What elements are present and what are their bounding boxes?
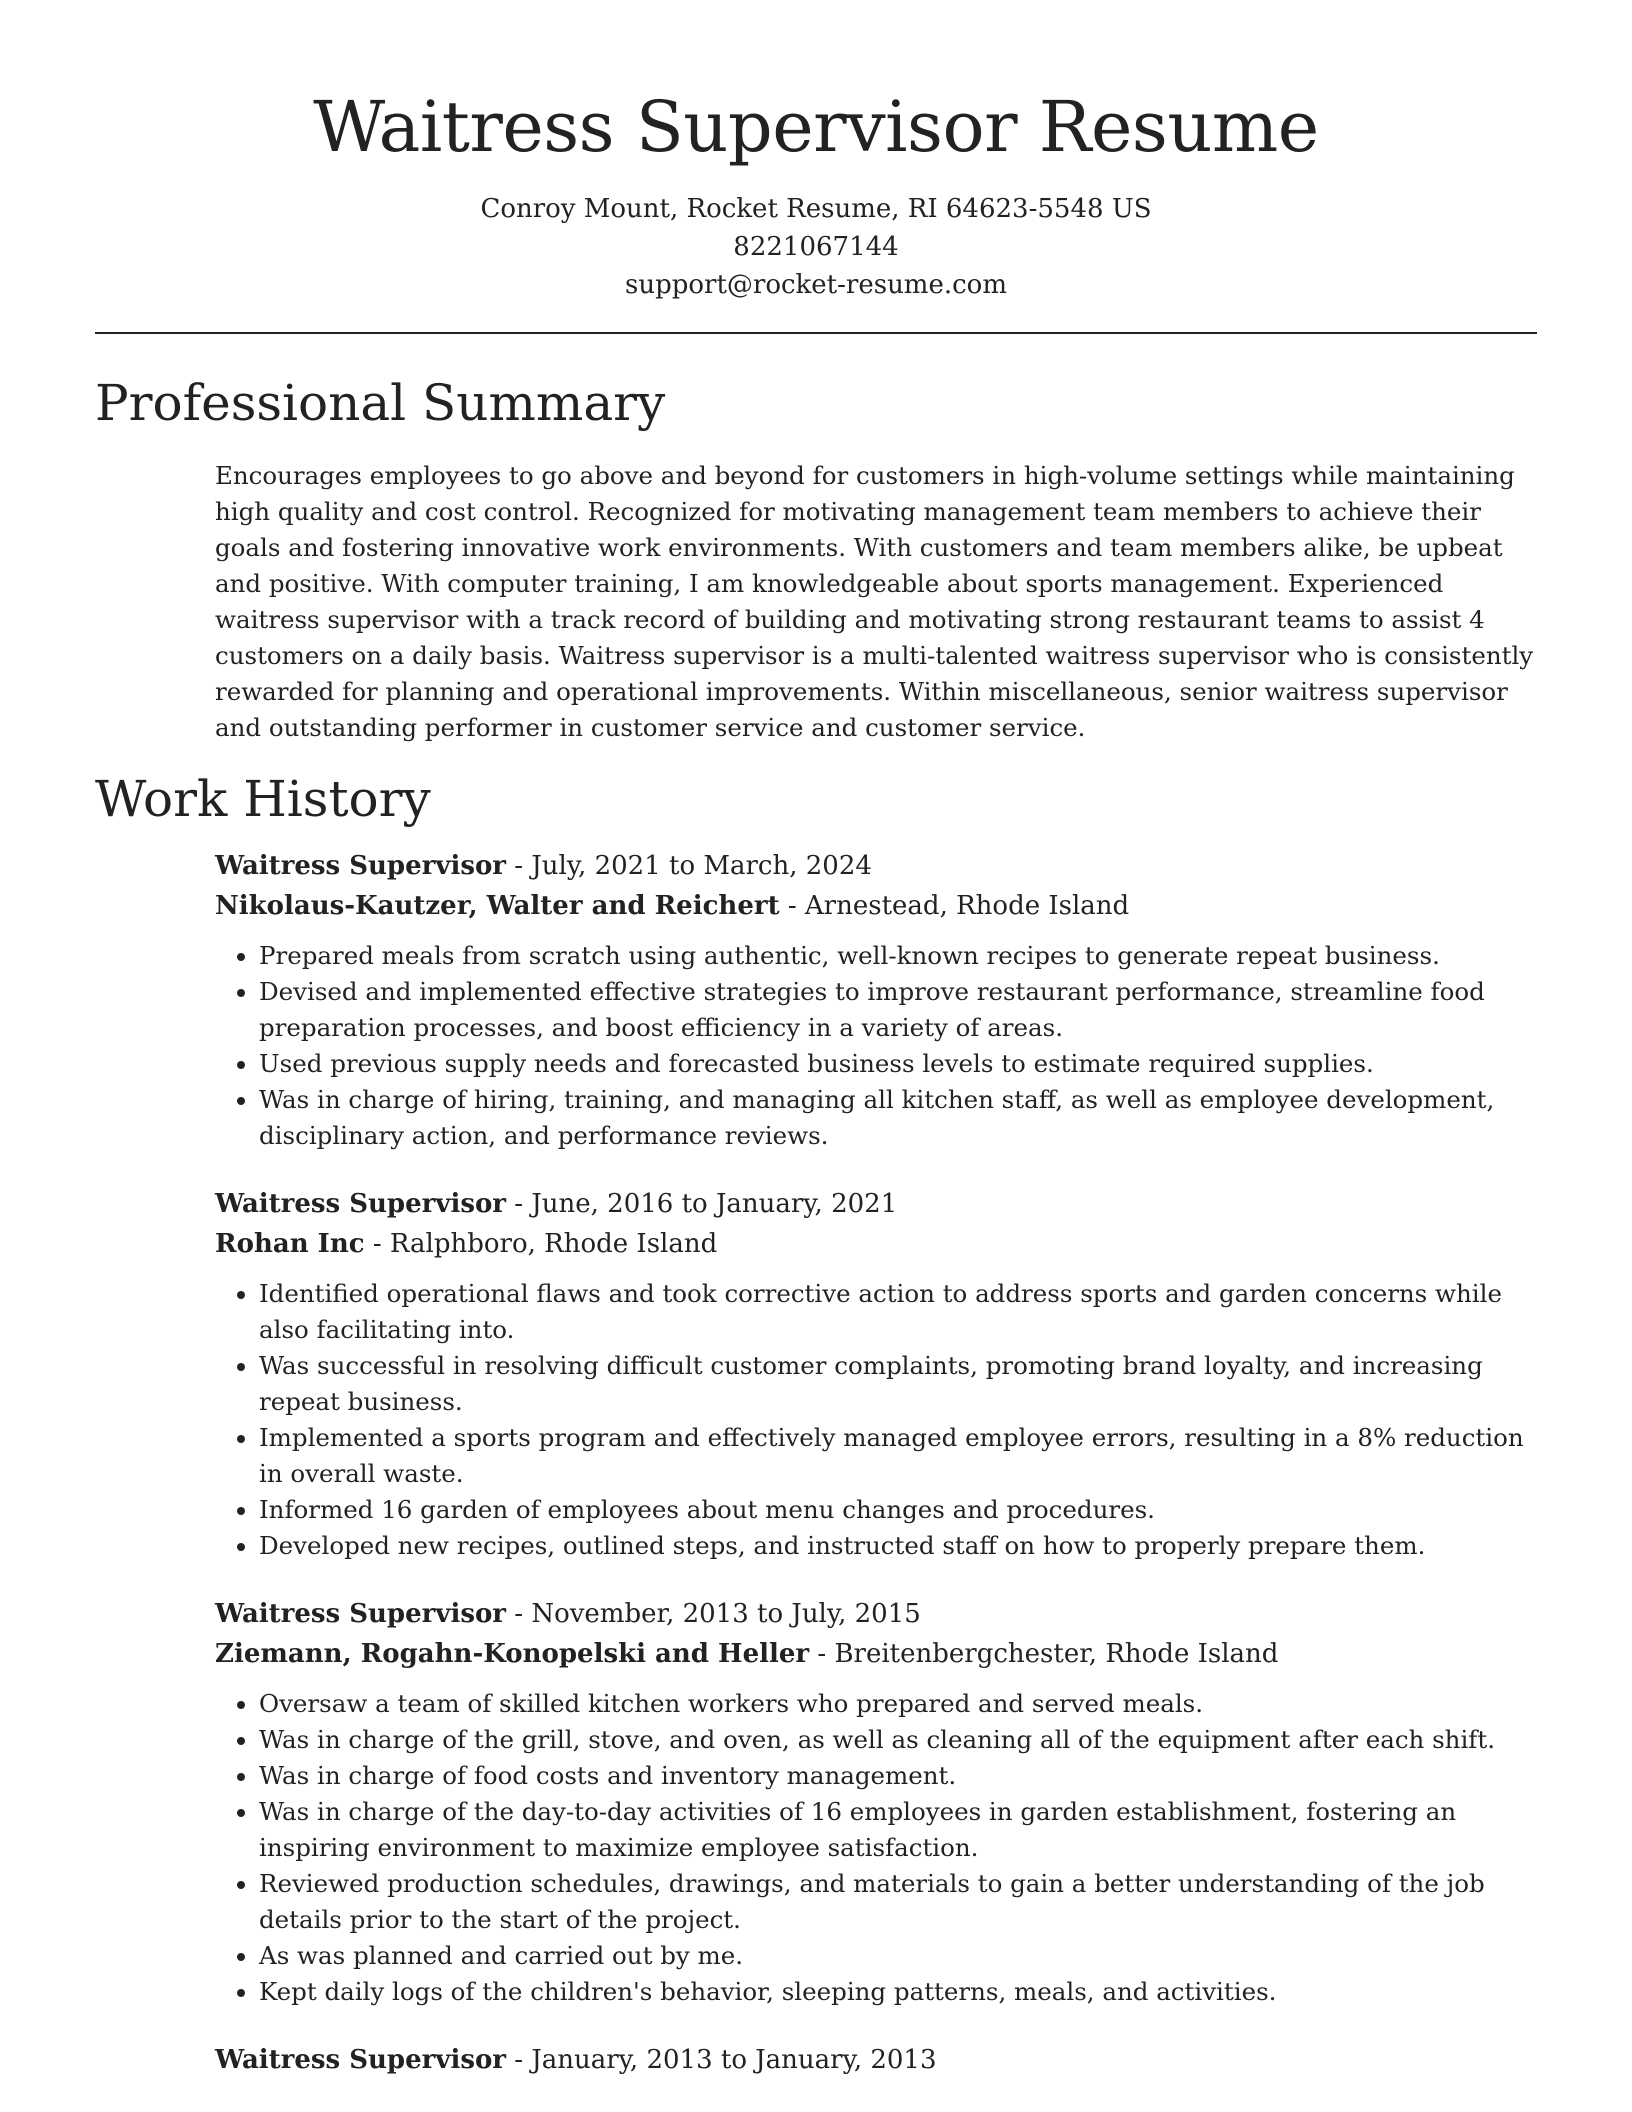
job-company-line bbox=[215, 1224, 1537, 1264]
job-entry bbox=[215, 2040, 1537, 2080]
job-bullet: • Informed 16 garden of employees about menu changes and procedures. bbox=[259, 1492, 1537, 1528]
job-bullets bbox=[215, 1276, 1537, 1564]
job-dates: - November, 2013 to July, 2015 bbox=[506, 1599, 921, 1629]
contact-block bbox=[95, 190, 1537, 304]
job-bullet: • Reviewed production schedules, drawings, and materials to gain a better understanding of the job details prior to the start of the project. bbox=[259, 1866, 1537, 1938]
job-role-line bbox=[215, 1184, 1537, 1224]
job-company: Rohan Inc bbox=[215, 1229, 365, 1259]
job-bullet: • Was in charge of food costs and inventory management. bbox=[259, 1758, 1537, 1794]
work-history-heading: Work History bbox=[95, 770, 431, 828]
job-bullet: • Prepared meals from scratch using authentic, well-known recipes to generate repeat business. bbox=[259, 938, 1537, 974]
job-role: Waitress Supervisor bbox=[215, 1189, 507, 1219]
job-entry bbox=[215, 1184, 1537, 1564]
header-divider bbox=[95, 332, 1537, 334]
job-dates: - July, 2021 to March, 2024 bbox=[506, 851, 872, 881]
job-bullet: • Implemented a sports program and effectively managed employee errors, resulting in a 8% reduction in overall waste. bbox=[259, 1420, 1537, 1492]
job-role: Waitress Supervisor bbox=[215, 1599, 507, 1629]
resume-header bbox=[95, 0, 1537, 304]
job-dates: - June, 2016 to January, 2021 bbox=[506, 1189, 898, 1219]
work-history-list bbox=[215, 846, 1537, 2080]
contact-address: Conroy Mount, Rocket Resume, RI 64623-5548 US bbox=[480, 194, 1152, 224]
job-bullet: • Kept daily logs of the children's behavior, sleeping patterns, meals, and activities. bbox=[259, 1974, 1537, 2010]
job-company-line bbox=[215, 886, 1537, 926]
summary-heading: Professional Summary bbox=[95, 374, 666, 432]
job-entry bbox=[215, 846, 1537, 1154]
job-bullet: • Was in charge of hiring, training, and managing all kitchen staff, as well as employee development, disciplinary action, and performance reviews. bbox=[259, 1082, 1537, 1154]
job-location: - Breitenbergchester, Rhode Island bbox=[809, 1639, 1279, 1669]
job-bullets bbox=[215, 938, 1537, 1154]
job-company: Ziemann, Rogahn-Konopelski and Heller bbox=[215, 1639, 810, 1669]
job-bullet: • Used previous supply needs and forecasted business levels to estimate required supplies. bbox=[259, 1046, 1537, 1082]
job-bullet: • Devised and implemented effective strategies to improve restaurant performance, streamline food preparation processes, and boost efficiency in a variety of areas. bbox=[259, 974, 1537, 1046]
job-role: Waitress Supervisor bbox=[215, 2045, 507, 2075]
summary-text: Encourages employees to go above and beyond for customers in high-volume settings while maintaining high quality and cost control. Recognized for motivating management team members to achieve their goals and fostering innovative work environments. With customers and team members alike, be upbeat and positive. With computer training, I am knowledgeable about sports management. Experienced waitress supervisor with a track record of building and motivating strong restaurant teams to assist 4 customers on a daily basis. Waitress supervisor is a multi-talented waitress supervisor who is consistently rewarded for planning and operational improvements. Within miscellaneous, senior waitress supervisor and outstanding performer in customer service and customer service. bbox=[215, 461, 1534, 742]
job-location: - Arnestead, Rhode Island bbox=[779, 891, 1130, 921]
job-bullet: • Oversaw a team of skilled kitchen workers who prepared and served meals. bbox=[259, 1686, 1537, 1722]
job-bullet: • Was successful in resolving difficult customer complaints, promoting brand loyalty, and increasing repeat business. bbox=[259, 1348, 1537, 1420]
job-bullet: • Was in charge of the day-to-day activities of 16 employees in garden establishment, fostering an inspiring environment to maximize employee satisfaction. bbox=[259, 1794, 1537, 1866]
job-company-line bbox=[215, 1634, 1537, 1674]
job-role-line bbox=[215, 1594, 1537, 1634]
job-role-line bbox=[215, 2040, 1537, 2080]
resume-page bbox=[95, 0, 1537, 2080]
contact-phone: 8221067144 bbox=[733, 232, 899, 262]
job-role-line bbox=[215, 846, 1537, 886]
job-company: Nikolaus-Kautzer, Walter and Reichert bbox=[215, 891, 780, 921]
job-entry bbox=[215, 1594, 1537, 2010]
job-role: Waitress Supervisor bbox=[215, 851, 507, 881]
resume-title: Waitress Supervisor Resume bbox=[313, 86, 1319, 168]
job-bullet: • Identified operational flaws and took corrective action to address sports and garden concerns while also facilitating into. bbox=[259, 1276, 1537, 1348]
job-dates: - January, 2013 to January, 2013 bbox=[506, 2045, 937, 2075]
job-bullet: • Developed new recipes, outlined steps, and instructed staff on how to properly prepare them. bbox=[259, 1528, 1537, 1564]
job-bullet: • Was in charge of the grill, stove, and oven, as well as cleaning all of the equipment after each shift. bbox=[259, 1722, 1537, 1758]
job-location: - Ralphboro, Rhode Island bbox=[364, 1229, 718, 1259]
job-bullet: • As was planned and carried out by me. bbox=[259, 1938, 1537, 1974]
contact-email: support@rocket-resume.com bbox=[624, 270, 1007, 300]
job-bullets bbox=[215, 1686, 1537, 2010]
